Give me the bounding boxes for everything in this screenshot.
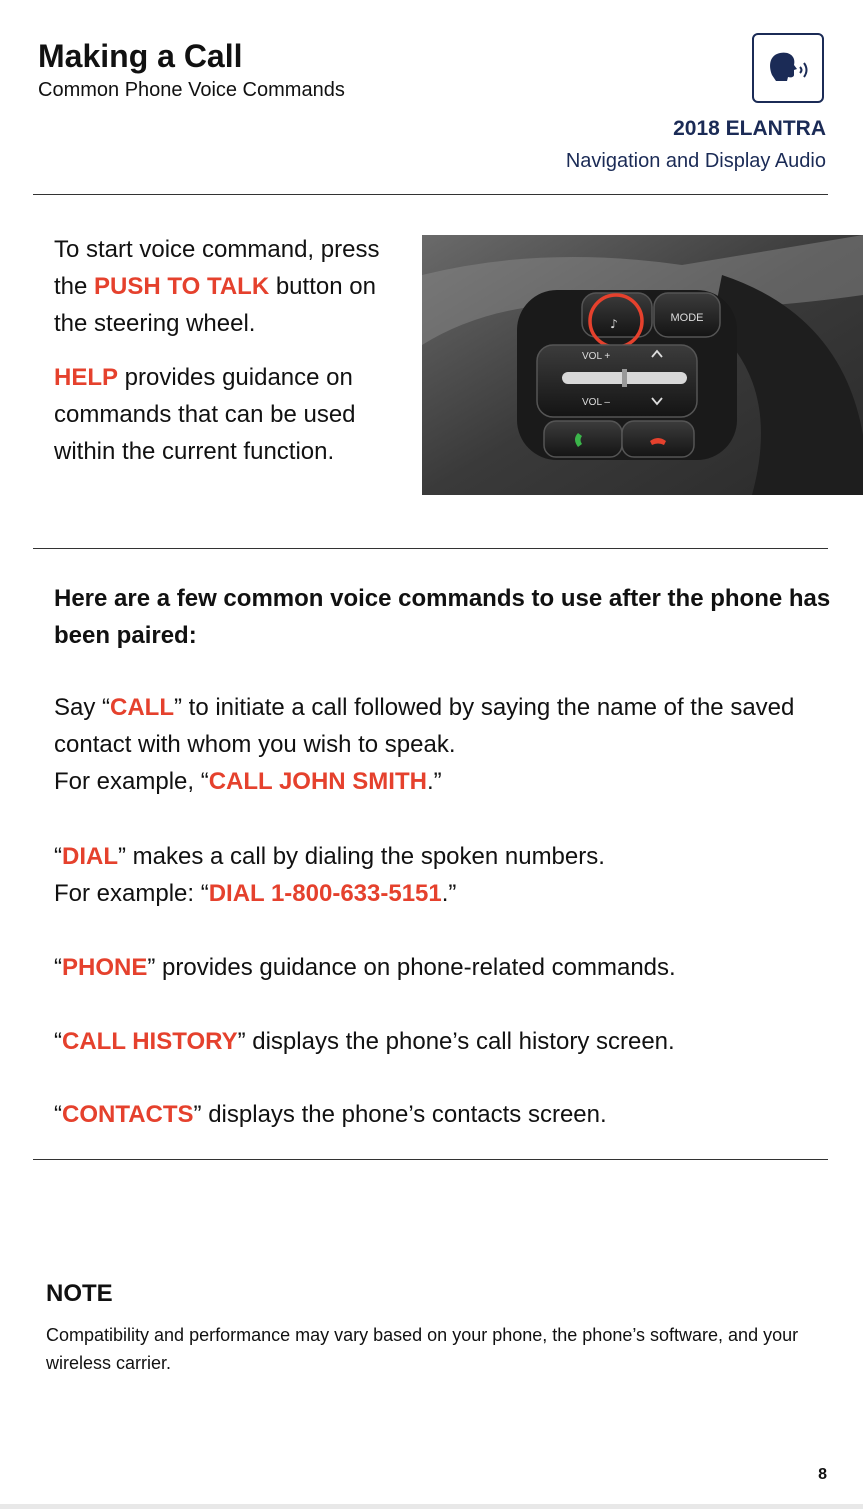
command-contacts-pre: “ <box>54 1101 62 1128</box>
page-subtitle: Common Phone Voice Commands <box>38 79 345 101</box>
push-to-talk-highlight: PUSH TO TALK <box>94 273 270 300</box>
voice-commands-section <box>54 580 834 1128</box>
bottom-strip <box>0 1504 863 1509</box>
command-call-keyword: CALL <box>110 694 174 721</box>
command-history-pre: “ <box>54 1028 62 1055</box>
command-phone-keyword: PHONE <box>62 954 148 981</box>
command-dial-text: ” makes a call by dialing the spoken numbers. <box>118 843 605 870</box>
intro-help <box>54 359 414 470</box>
command-dial-example-pre: For example: “ <box>54 880 209 907</box>
divider <box>33 548 828 549</box>
command-contacts <box>54 1096 834 1133</box>
commands-lead: Here are a few common voice commands to use after the phone has been paired: <box>54 585 831 649</box>
intro-text <box>54 231 414 470</box>
command-phone-text: ” provides guidance on phone-related commands. <box>147 954 676 981</box>
mode-label: MODE <box>670 312 704 324</box>
command-contacts-text: ” displays the phone’s contacts screen. <box>193 1101 607 1128</box>
command-dial-keyword: DIAL <box>62 843 118 870</box>
page-number: 8 <box>818 1466 827 1483</box>
command-dial-example-post: .” <box>441 880 457 907</box>
note-title: NOTE <box>46 1280 113 1307</box>
command-call-text: ” to initiate a call followed by saying the name of the saved contact with whom you wish to speak. <box>54 694 795 758</box>
help-description: provides guidance on commands that can be used within the current function. <box>54 364 356 465</box>
divider <box>33 1159 828 1160</box>
command-call-example-post: .” <box>426 768 442 795</box>
command-phone-pre: “ <box>54 954 62 981</box>
help-highlight: HELP <box>54 364 119 391</box>
vol-down-label: VOL – <box>582 397 610 408</box>
command-history-keyword: CALL HISTORY <box>62 1028 238 1055</box>
page-title: Making a Call <box>38 38 243 74</box>
command-call <box>54 689 834 800</box>
command-dial-pre: “ <box>54 843 62 870</box>
model-subtitle: Navigation and Display Audio <box>565 150 826 172</box>
command-dial <box>54 838 834 912</box>
command-contacts-keyword: CONTACTS <box>62 1101 194 1128</box>
command-call-example: CALL JOHN SMITH <box>208 768 427 795</box>
model-name: 2018 ELANTRA <box>673 117 826 140</box>
divider <box>33 194 828 195</box>
vol-up-label: VOL + <box>582 351 611 362</box>
command-call-example-pre: For example, “ <box>54 768 209 795</box>
intro-text-pre: To start voice command, press the <box>54 236 380 300</box>
command-dial-example: DIAL 1-800-633-5151 <box>208 880 442 907</box>
command-phone <box>54 949 834 986</box>
voice-command-icon <box>752 33 824 103</box>
intro-push-to-talk <box>54 231 414 342</box>
command-call-pre: Say “ <box>54 694 111 721</box>
steering-wheel-controls-photo <box>422 235 863 495</box>
intro-text-post: button on the steering wheel. <box>54 273 376 337</box>
note-text: Compatibility and performance may vary based on your phone, the phone’s software, and your wireless carrier. <box>46 1325 799 1373</box>
svg-text:♪: ♪ <box>610 317 618 331</box>
command-history-text: ” displays the phone’s call history screen. <box>237 1028 675 1055</box>
command-call-history <box>54 1023 834 1060</box>
